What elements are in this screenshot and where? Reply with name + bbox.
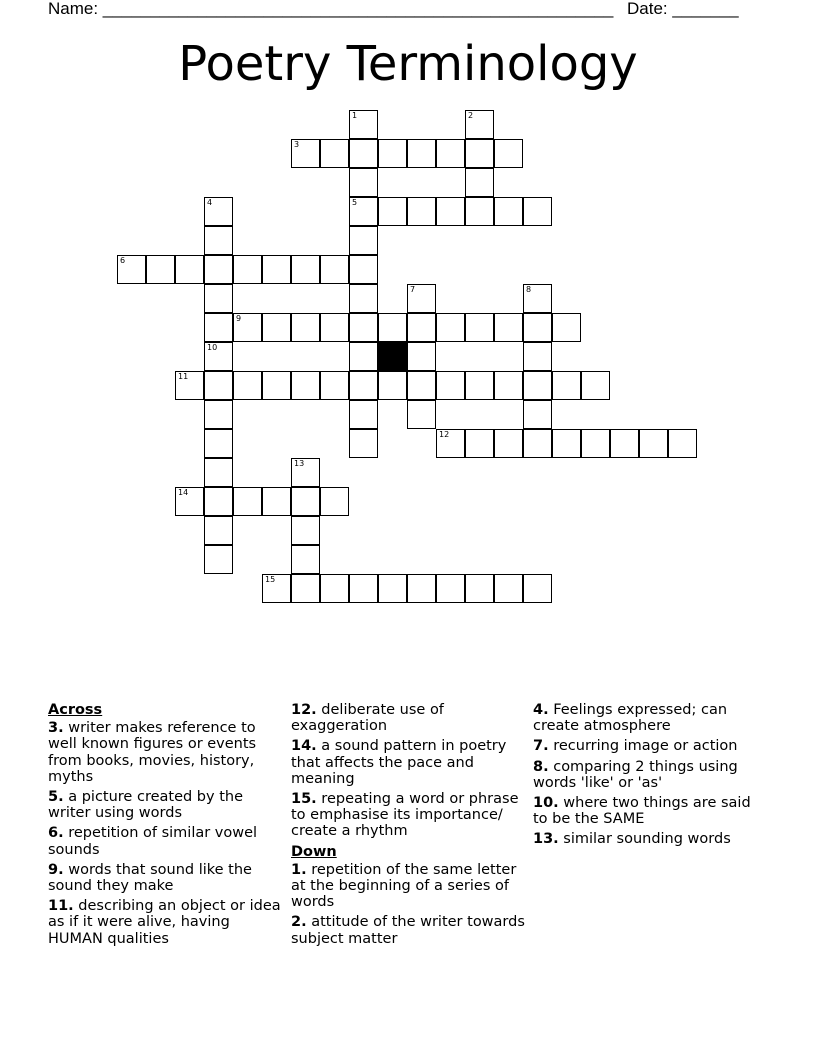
grid-cell[interactable] <box>407 313 436 342</box>
grid-cell[interactable] <box>204 487 233 516</box>
grid-cell[interactable] <box>291 574 320 603</box>
down-clue-1: 1. repetition of the same letter at the beginning of a series of words <box>291 861 517 911</box>
grid-cell[interactable] <box>349 574 378 603</box>
grid-cell[interactable] <box>523 574 552 603</box>
grid-cell[interactable] <box>378 574 407 603</box>
grid-cell[interactable] <box>320 313 349 342</box>
clues-column-1 <box>48 702 284 951</box>
grid-cell[interactable] <box>552 429 581 458</box>
grid-cell[interactable] <box>494 429 523 458</box>
name-field-label[interactable]: Name: ______________________________________________________ <box>48 0 614 18</box>
across-clue-9: 9. words that sound like the sound they make <box>48 861 252 895</box>
down-clue-7: 7. recurring image or action <box>533 738 738 755</box>
clue-number-2: 2 <box>468 111 474 120</box>
date-field-label[interactable]: Date: _______ <box>627 0 739 18</box>
grid-cell[interactable] <box>349 226 378 255</box>
grid-cell[interactable] <box>407 139 436 168</box>
grid-cell[interactable] <box>436 313 465 342</box>
clue-number-10: 10 <box>207 343 218 352</box>
clue-number-1: 1 <box>352 111 358 120</box>
grid-cell[interactable] <box>233 255 262 284</box>
grid-cell[interactable] <box>349 284 378 313</box>
grid-cell[interactable] <box>320 255 349 284</box>
grid-cell[interactable] <box>291 255 320 284</box>
grid-cell[interactable] <box>233 313 262 342</box>
grid-cell[interactable] <box>204 371 233 400</box>
grid-cell[interactable] <box>320 371 349 400</box>
grid-cell[interactable] <box>320 139 349 168</box>
grid-cell[interactable] <box>494 371 523 400</box>
clue-number-9: 9 <box>236 314 242 323</box>
grid-cell[interactable] <box>204 255 233 284</box>
grid-cell[interactable] <box>494 574 523 603</box>
grid-cell[interactable] <box>291 139 320 168</box>
grid-cell[interactable] <box>436 429 465 458</box>
grid-cell[interactable] <box>233 487 262 516</box>
down-clue-10: 10. where two things are said to be the SAME <box>533 795 751 828</box>
grid-cell[interactable] <box>523 400 552 429</box>
clue-number-11: 11 <box>178 372 189 381</box>
grid-cell[interactable] <box>204 458 233 487</box>
down-clue-2: 2. attitude of the writer towards subject matter <box>291 914 525 947</box>
across-clue-14: 14. a sound pattern in poetry that affects the pace and meaning <box>291 738 507 787</box>
clues-column-3 <box>533 702 769 852</box>
grid-cell[interactable] <box>349 255 378 284</box>
grid-cell[interactable] <box>494 139 523 168</box>
grid-cell[interactable] <box>291 371 320 400</box>
grid-cell[interactable] <box>552 313 581 342</box>
grid-cell[interactable] <box>436 371 465 400</box>
clue-number-14: 14 <box>178 488 189 497</box>
grid-cell[interactable] <box>349 168 378 197</box>
grid-cell[interactable] <box>465 371 494 400</box>
across-heading: Across <box>48 702 103 718</box>
grid-cell[interactable] <box>378 197 407 226</box>
grid-cell[interactable] <box>465 168 494 197</box>
grid-cell[interactable] <box>204 197 233 226</box>
grid-cell[interactable] <box>262 313 291 342</box>
grid-cell[interactable] <box>523 371 552 400</box>
grid-cell[interactable] <box>233 371 262 400</box>
grid-cell[interactable] <box>349 429 378 458</box>
grid-cell[interactable] <box>465 313 494 342</box>
grid-cell[interactable] <box>204 342 233 371</box>
grid-cell[interactable] <box>349 342 378 371</box>
clue-number-13: 13 <box>294 459 305 468</box>
across-clue-11: 11. describing an object or idea as if it were alive, having HUMAN qualities <box>48 898 281 947</box>
grid-cell[interactable] <box>204 429 233 458</box>
clue-number-12: 12 <box>439 430 450 439</box>
down-heading: Down <box>291 843 337 860</box>
grid-cell[interactable] <box>465 139 494 168</box>
across-clue-3: 3. writer makes reference to well known figures or events from books, movies, history, myths <box>48 720 257 785</box>
across-clue-12: 12. deliberate use of exaggeration <box>291 702 444 735</box>
grid-cell[interactable] <box>610 429 639 458</box>
grid-cell[interactable] <box>465 574 494 603</box>
grid-cell[interactable] <box>407 284 436 313</box>
grid-cell[interactable] <box>378 139 407 168</box>
clues-column-2 <box>291 702 527 951</box>
down-clue-8: 8. comparing 2 things using words 'like' or 'as' <box>533 758 738 791</box>
grid-cell[interactable] <box>407 400 436 429</box>
black-square <box>378 342 407 371</box>
across-clue-6: 6. repetition of similar vowel sounds <box>48 825 258 858</box>
grid-cell[interactable] <box>668 429 697 458</box>
grid-cell[interactable] <box>262 371 291 400</box>
grid-cell[interactable] <box>262 255 291 284</box>
grid-cell[interactable] <box>175 487 204 516</box>
grid-cell[interactable] <box>639 429 668 458</box>
grid-cell[interactable] <box>175 255 204 284</box>
page-title: Poetry Terminology <box>178 36 638 92</box>
down-clue-13: 13. similar sounding words <box>533 831 731 848</box>
grid-cell[interactable] <box>494 313 523 342</box>
grid-cell[interactable] <box>262 487 291 516</box>
down-clue-4: 4. Feelings expressed; can create atmosphere <box>533 702 728 735</box>
grid-cell[interactable] <box>175 371 204 400</box>
grid-cell[interactable] <box>262 574 291 603</box>
grid-cell[interactable] <box>494 197 523 226</box>
grid-cell[interactable] <box>523 342 552 371</box>
grid-cell[interactable] <box>204 400 233 429</box>
grid-cell[interactable] <box>407 197 436 226</box>
grid-cell[interactable] <box>465 110 494 139</box>
grid-cell[interactable] <box>581 429 610 458</box>
clue-number-7: 7 <box>410 285 416 294</box>
clue-number-15: 15 <box>265 575 276 584</box>
grid-cell[interactable] <box>378 313 407 342</box>
grid-cell[interactable] <box>204 284 233 313</box>
grid-cell[interactable] <box>465 429 494 458</box>
clue-number-4: 4 <box>207 198 213 207</box>
grid-cell[interactable] <box>291 458 320 487</box>
grid-cell[interactable] <box>407 342 436 371</box>
clue-number-3: 3 <box>294 140 300 149</box>
grid-cell[interactable] <box>349 139 378 168</box>
grid-cell[interactable] <box>204 226 233 255</box>
grid-cell[interactable] <box>291 545 320 574</box>
grid-cell[interactable] <box>291 487 320 516</box>
grid-cell[interactable] <box>349 371 378 400</box>
grid-cell[interactable] <box>291 516 320 545</box>
grid-cell[interactable] <box>523 429 552 458</box>
grid-cell[interactable] <box>291 313 320 342</box>
across-clue-5: 5. a picture created by the writer using words <box>48 789 243 822</box>
grid-cell[interactable] <box>436 197 465 226</box>
grid-cell[interactable] <box>320 574 349 603</box>
grid-cell[interactable] <box>349 197 378 226</box>
grid-cell[interactable] <box>581 371 610 400</box>
grid-cell[interactable] <box>436 139 465 168</box>
grid-cell[interactable] <box>523 313 552 342</box>
grid-cell[interactable] <box>378 371 407 400</box>
grid-cell[interactable] <box>465 197 494 226</box>
clue-number-8: 8 <box>526 285 532 294</box>
grid-cell[interactable] <box>320 487 349 516</box>
across-clue-15: 15. repeating a word or phrase to emphasise its importance/ create a rhythm <box>291 791 519 840</box>
clue-number-5: 5 <box>352 198 358 207</box>
grid-cell[interactable] <box>523 197 552 226</box>
grid-cell[interactable] <box>407 574 436 603</box>
clue-number-6: 6 <box>120 256 126 265</box>
grid-cell[interactable] <box>349 313 378 342</box>
grid-cell[interactable] <box>349 400 378 429</box>
grid-cell[interactable] <box>436 574 465 603</box>
grid-cell[interactable] <box>204 313 233 342</box>
grid-cell[interactable] <box>146 255 175 284</box>
grid-cell[interactable] <box>204 545 233 574</box>
grid-cell[interactable] <box>407 371 436 400</box>
grid-cell[interactable] <box>523 284 552 313</box>
grid-cell[interactable] <box>552 371 581 400</box>
grid-cell[interactable] <box>349 110 378 139</box>
grid-cell[interactable] <box>117 255 146 284</box>
grid-cell[interactable] <box>204 516 233 545</box>
